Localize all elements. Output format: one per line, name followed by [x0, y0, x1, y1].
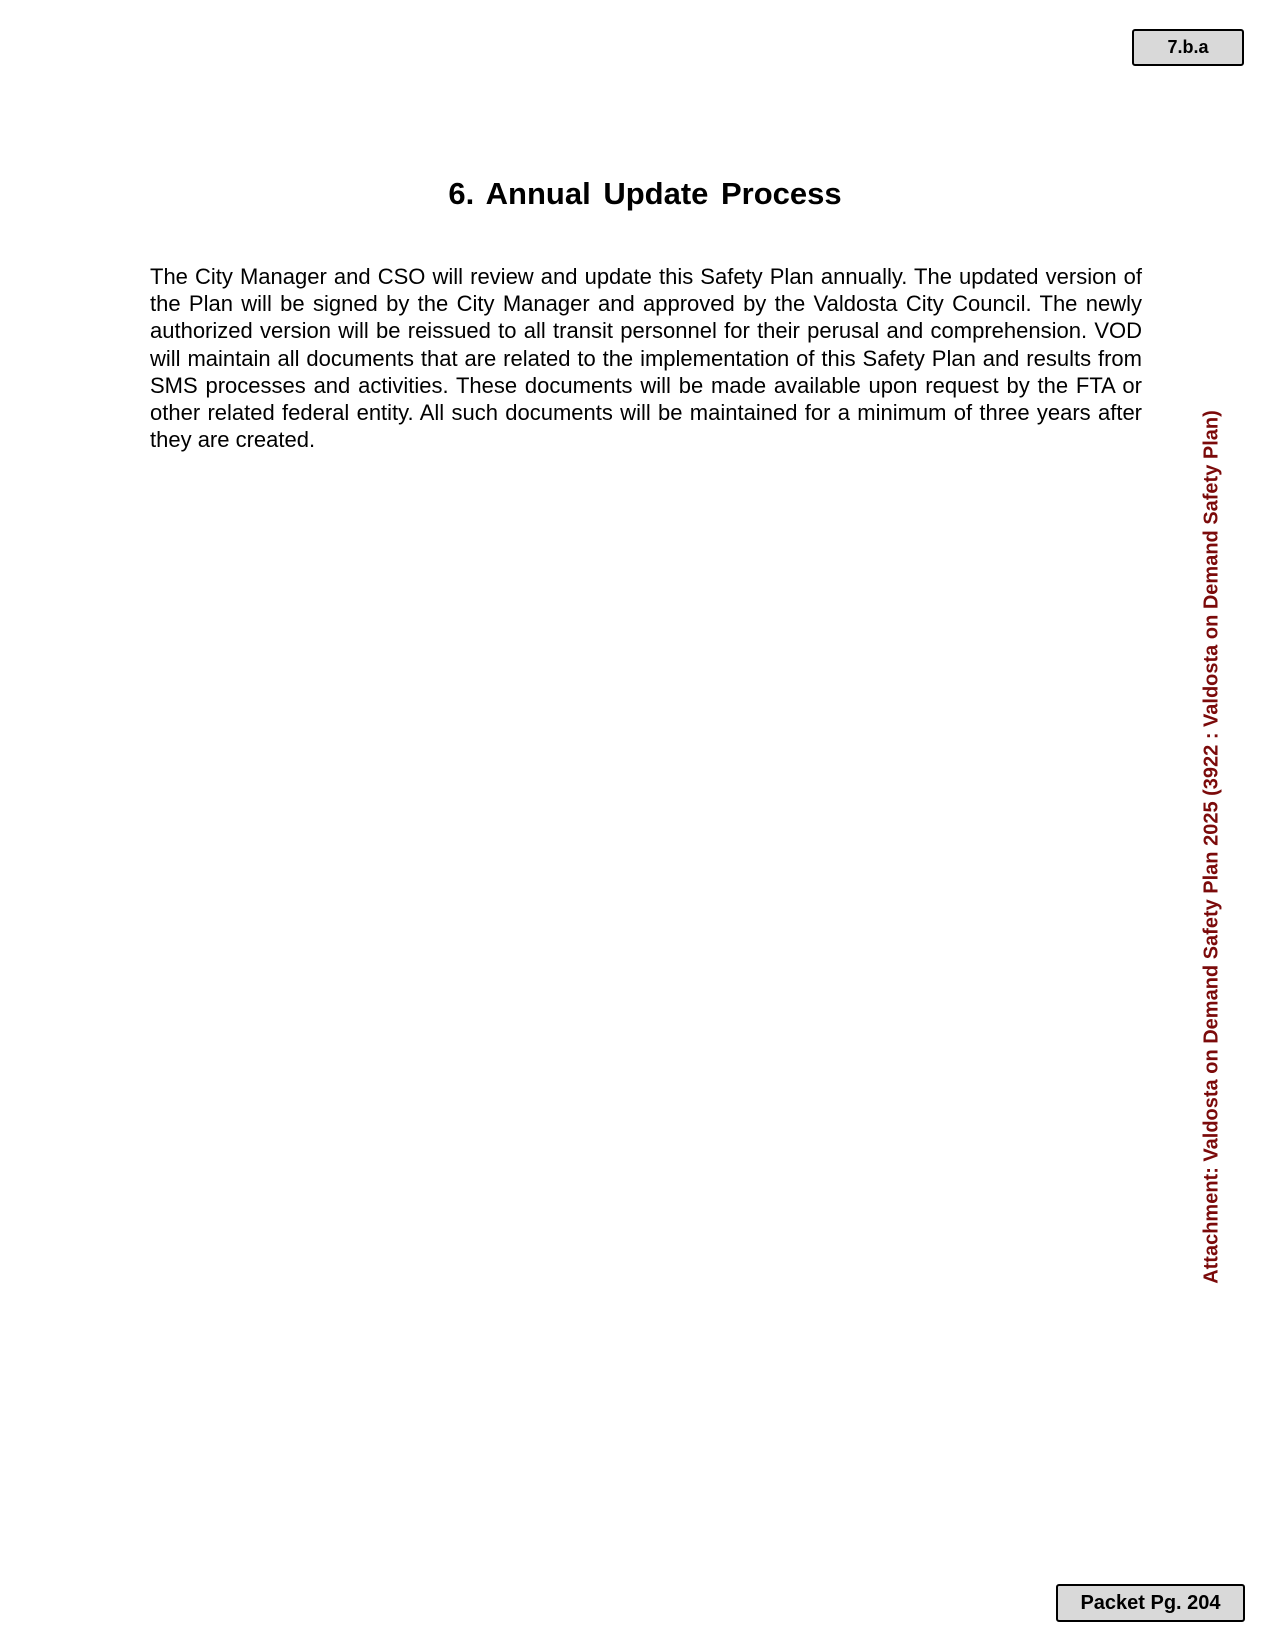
- attachment-stamp: Attachment: Valdosta on Demand Safety Plan 2025 (3922 : Valdosta on Demand Safety Plan): [1200, 410, 1223, 1284]
- packet-page-label: Packet Pg. 204: [1080, 1591, 1221, 1614]
- agenda-item-badge: [1132, 29, 1244, 66]
- agenda-item-label: 7.b.a: [1167, 37, 1209, 57]
- body-paragraph: The City Manager and CSO will review and update this Safety Plan annually. The updated version of the Plan will be signed by the City Manager and approved by the Valdosta City Council. The newly authorized version will be reissued to all transit personnel for their perusal and comprehension. VOD will maintain all documents that are related to the implementation of this Safety Plan and results from SMS processes and activities. These documents will be made available upon request by the FTA or other related federal entity. All such documents will be maintained for a minimum of three years after they are created.: [150, 264, 1142, 453]
- section-heading: 6. Annual Update Process: [448, 176, 842, 211]
- packet-page-badge: [1056, 1584, 1245, 1622]
